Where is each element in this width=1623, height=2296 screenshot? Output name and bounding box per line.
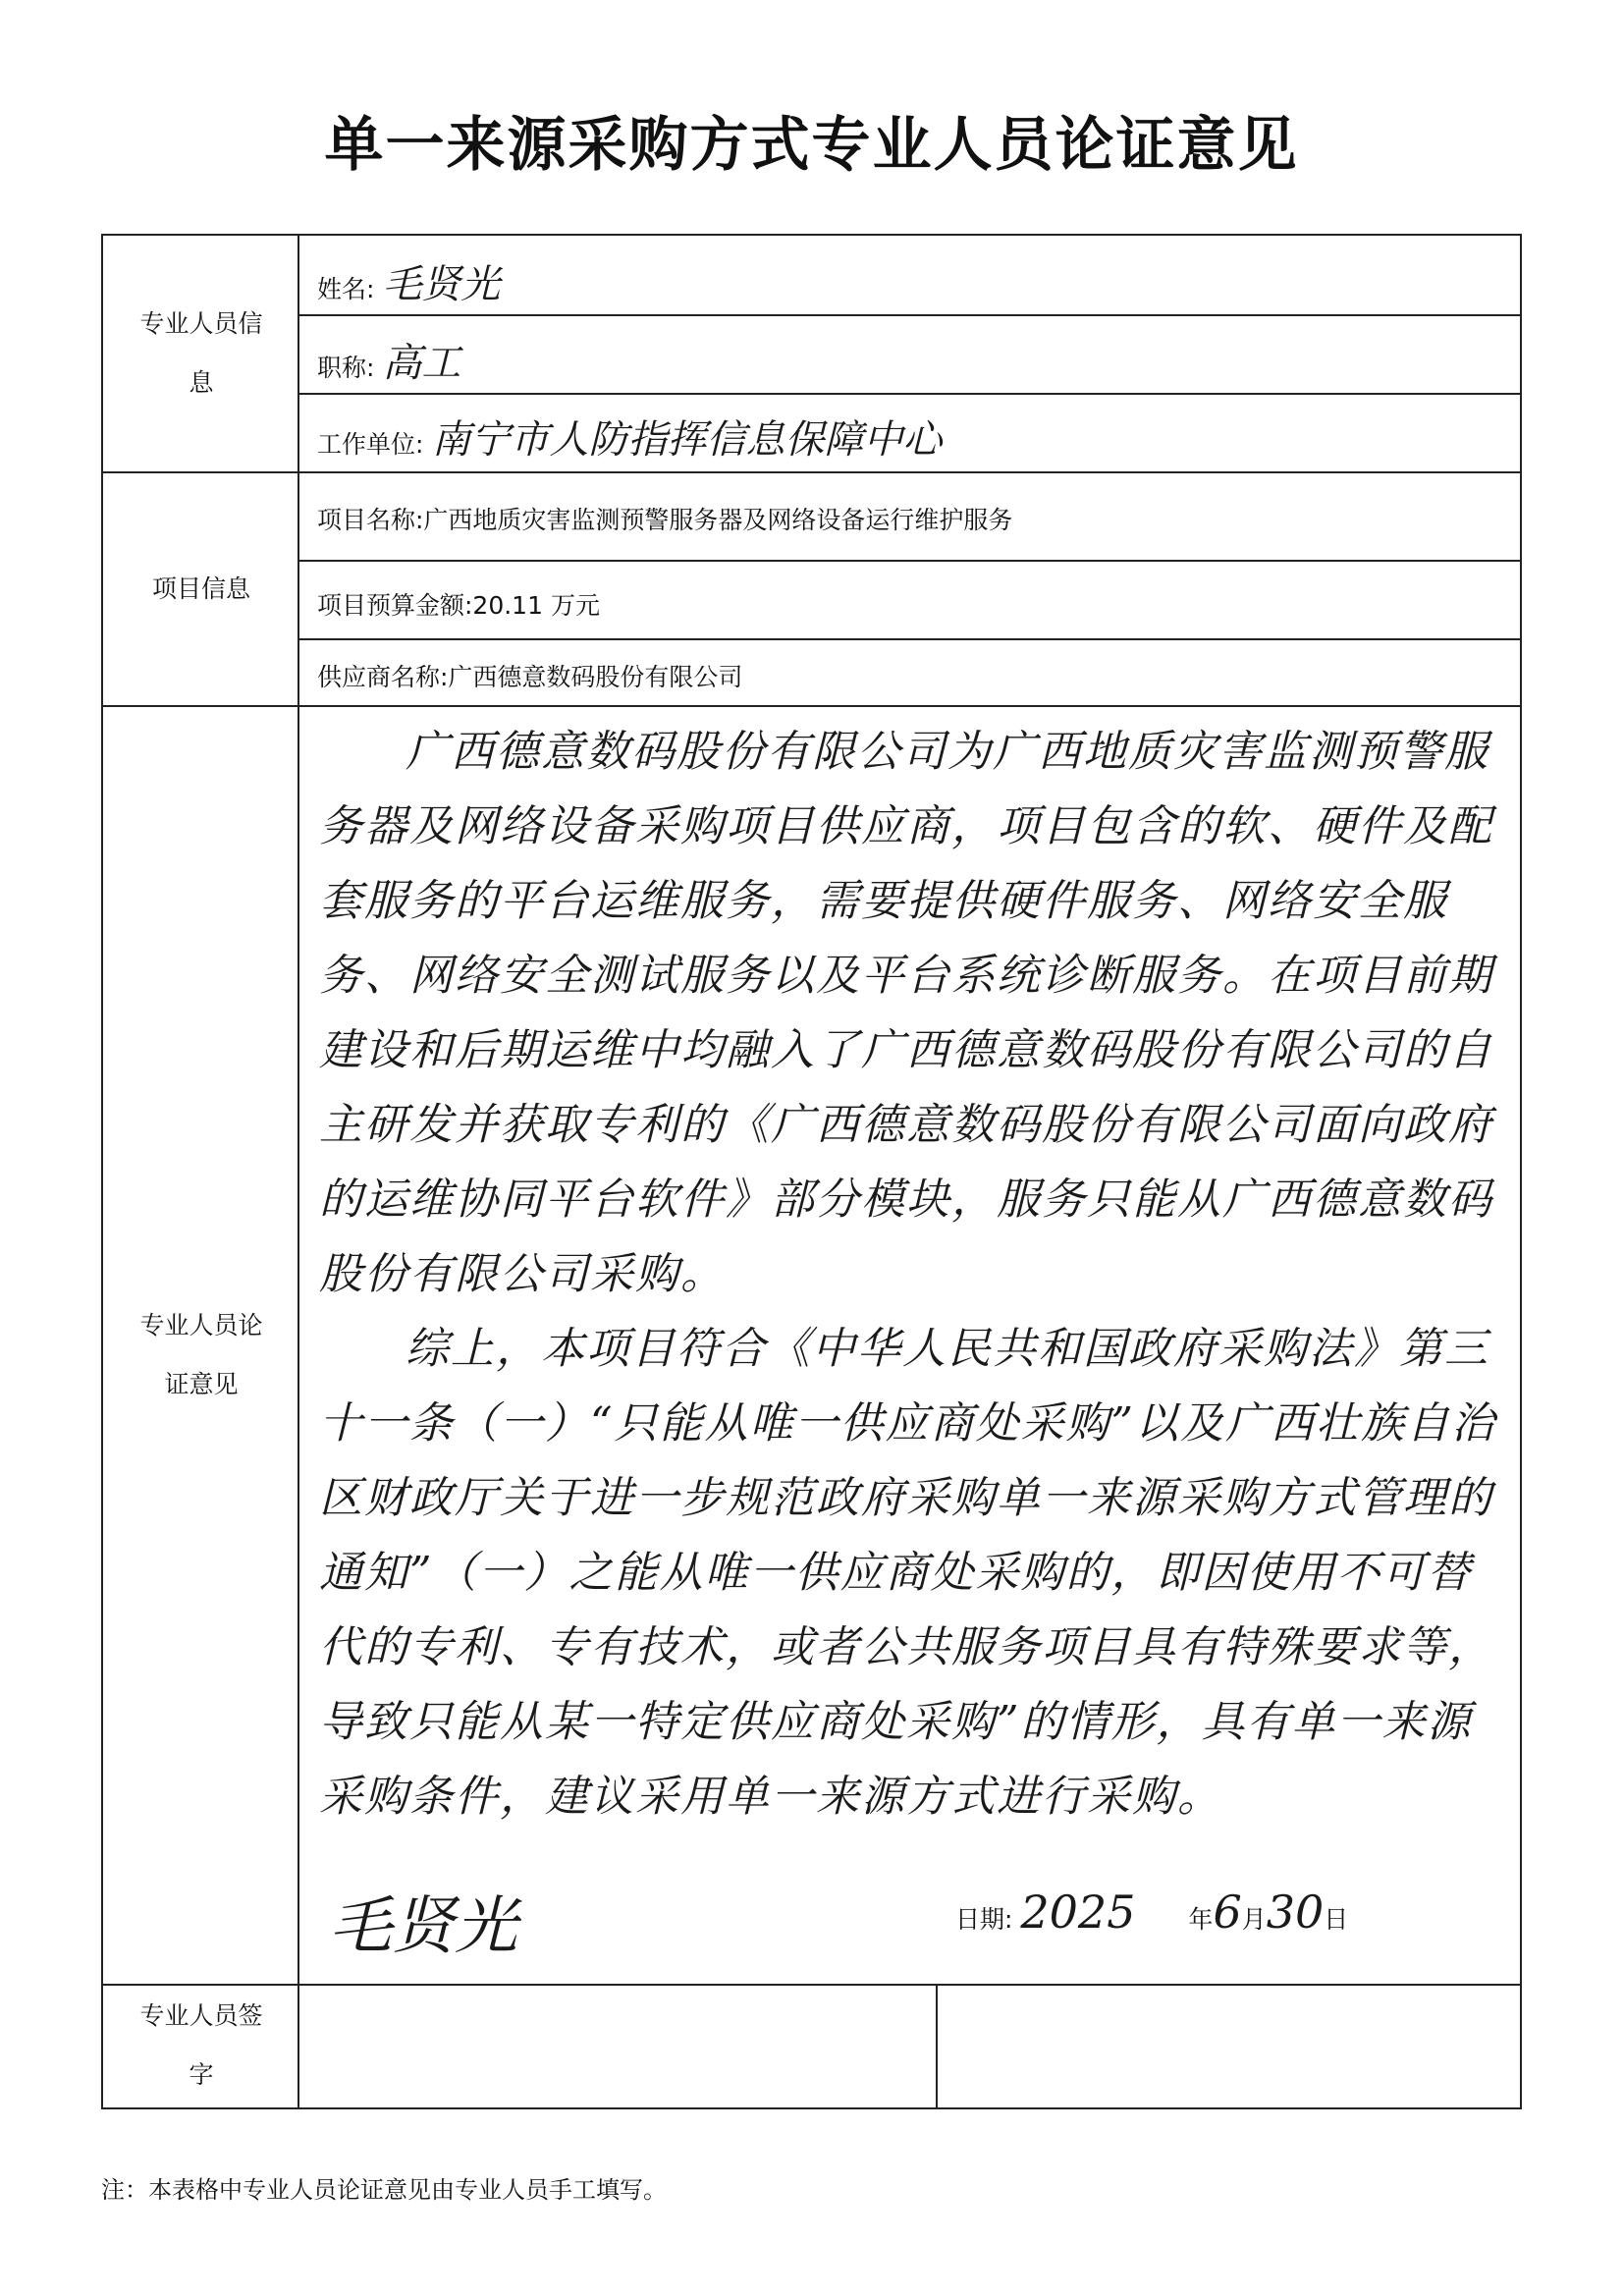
expert-title-field xyxy=(317,332,460,388)
section-divider-opinion xyxy=(103,705,1522,707)
opinion-paragraph: 综上，本项目符合《中华人民共和国政府采购法》第三十一条（一）“只能从唯一供应商处采购”以及广西壮族自治区财政厅关于进一步规范政府采购单一来源采购方式管理的通知”（一）之能从唯一供应商处采购的，即因使用不可替代的专利、专有技术，或者公共服务项目具有特殊要求等，导致只能从某一特定供应商处采购”的情形，具有单一来源采购条件，建议采用单一来源方式进行采购。 xyxy=(319,1324,1496,1822)
document-title: 单一来源采购方式专业人员论证意见 xyxy=(324,111,1299,180)
row-divider-title xyxy=(298,393,1522,395)
signature-date xyxy=(955,1886,1348,1939)
signature-label-line2: 字 xyxy=(189,2060,214,2089)
year-suffix: 年 xyxy=(1188,1905,1214,1934)
name-label: 姓名: xyxy=(317,275,375,303)
row-divider-budget xyxy=(298,638,1522,640)
label-column-divider xyxy=(298,236,299,2107)
project-budget-field: 项目预算金额:20.11 万元 xyxy=(317,591,600,620)
supplier-field: 供应商名称:广西德意数码股份有限公司 xyxy=(317,663,743,691)
date-label: 日期: xyxy=(955,1905,1013,1934)
project-name-field: 项目名称:广西地质灾害监测预警服务器及网络设备运行维护服务 xyxy=(317,506,1013,534)
name-value: 毛贤光 xyxy=(382,262,501,307)
employer-value: 南宁市人防指挥信息保障中心 xyxy=(431,417,943,463)
project-info-label: 项目信息 xyxy=(151,574,250,603)
row-divider-name xyxy=(298,314,1522,316)
date-month: 6 xyxy=(1213,1886,1242,1939)
month-suffix: 月 xyxy=(1241,1905,1267,1934)
opinion-text xyxy=(319,715,1517,1834)
expert-info-label xyxy=(103,295,299,412)
opinion-label-line1: 专业人员论 xyxy=(139,1311,263,1339)
handwritten-signature: 毛贤光 xyxy=(329,1890,517,1963)
expert-info-label-line1: 专业人员信 xyxy=(139,309,263,338)
footnote: 注：本表格中专业人员论证意见由专业人员手工填写。 xyxy=(101,2176,667,2204)
row-divider-project-name xyxy=(298,560,1522,562)
signature-label xyxy=(103,1987,299,2105)
opinion-label xyxy=(103,1296,299,1414)
section-divider-signature xyxy=(103,1984,1522,1986)
employer-label: 工作单位: xyxy=(317,430,424,459)
signature-date-divider xyxy=(936,1984,938,2107)
day-suffix: 日 xyxy=(1324,1905,1349,1934)
date-day: 30 xyxy=(1266,1886,1325,1939)
date-year: 2025 xyxy=(1020,1886,1136,1939)
title-value: 高工 xyxy=(382,341,461,386)
expert-employer-field xyxy=(317,409,942,465)
title-label: 职称: xyxy=(317,354,375,382)
expert-info-label-line2: 息 xyxy=(189,368,214,397)
expert-name-field xyxy=(317,253,500,309)
signature-label-line1: 专业人员签 xyxy=(139,2001,263,2030)
form-table xyxy=(101,234,1522,2109)
section-divider-project xyxy=(103,471,1522,473)
opinion-label-line2: 证意见 xyxy=(164,1370,239,1398)
opinion-paragraph: 广西德意数码股份有限公司为广西地质灾害监测预警服务器及网络设备采购项目供应商，项目包含的软、硬件及配套服务的平台运维服务，需要提供硬件服务、网络安全服务、网络安全测试服务以及平台系统诊断服务。在项目前期建设和后期运维中均融入了广西德意数码股份有限公司的自主研发并获取专利的《广西德意数码股份有限公司面向政府的运维协同平台软件》部分模块，服务只能从广西德意数码股份有限公司采购。 xyxy=(319,727,1493,1299)
